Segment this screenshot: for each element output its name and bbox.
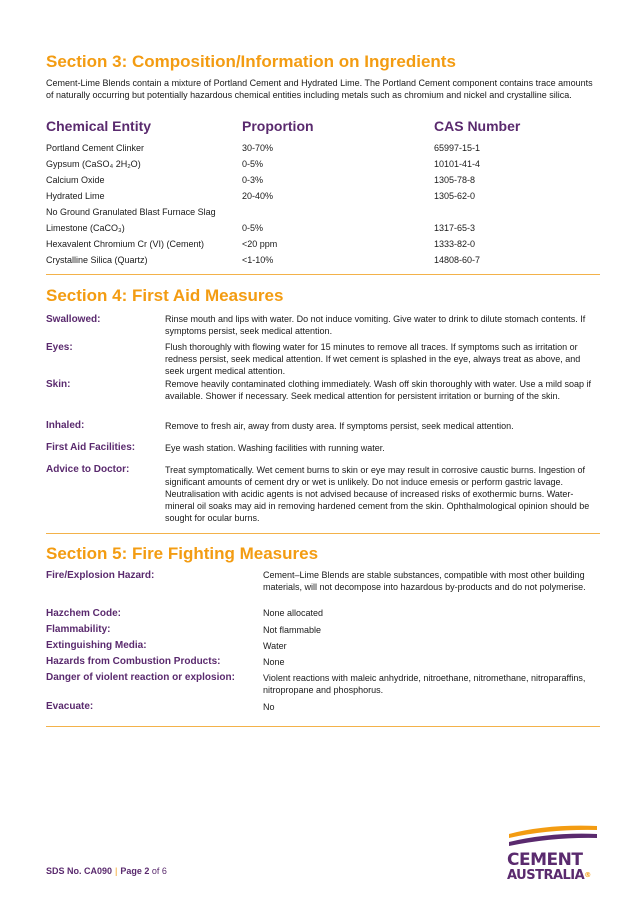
text-flammability: Not flammable (263, 625, 322, 635)
page-total: of 6 (151, 866, 167, 876)
label-extinguishing-media: Extinguishing Media: (46, 640, 147, 651)
cell-entity: Crystalline Silica (Quartz) (46, 255, 148, 265)
cell-cas: 14808-60-7 (434, 255, 481, 265)
text-eyes: Flush thoroughly with flowing water for 15 minutes to remove all traces. If symptoms such as irritation or redness persist, seek medical attention. If wet cement is splashed in the eye, always treat as above, and seek urgent medical attention. (165, 342, 581, 376)
footer-separator: | (115, 866, 118, 876)
label-hazards-combustion: Hazards from Combustion Products: (46, 656, 221, 667)
section-3-intro: Cement-Lime Blends contain a mixture of Portland Cement and Hydrated Lime. The Portland Cement component contains trace amounts of naturally occurring but potentially hazardous chemical entities including metals such as chromium and nickel and crystalline silica. (46, 78, 593, 100)
cell-entity: Hydrated Lime (46, 191, 105, 201)
cell-proportion: 20-40% (242, 191, 274, 201)
page-number: Page 2 (120, 866, 150, 876)
cell-entity: Limestone (CaCO₃) (46, 223, 125, 233)
label-flammability: Flammability: (46, 624, 111, 635)
cell-cas: 65997-15-1 (434, 143, 481, 153)
label-first-aid-facilities: First Aid Facilities: (46, 442, 136, 453)
cell-entity: Portland Cement Clinker (46, 143, 145, 153)
cell-proportion: <20 ppm (242, 239, 278, 249)
cell-cas: 1305-62-0 (434, 191, 476, 201)
cell-entity: Gypsum (CaSO₄ 2H₂O) (46, 159, 141, 169)
section-5-title: Section 5: Fire Fighting Measures (46, 544, 319, 563)
section-3-title: Section 3: Composition/Information on Ingredients (46, 52, 456, 71)
section-divider (46, 274, 600, 275)
text-skin: Remove heavily contaminated clothing immediately. Wash off skin thoroughly with water. Use a mild soap if available. Shower if necessary. Seek medical attention for persistent irritation or burning of the skin. (165, 379, 592, 401)
label-advice-to-doctor: Advice to Doctor: (46, 464, 130, 475)
text-first-aid-facilities: Eye wash station. Washing facilities with running water. (165, 443, 385, 453)
logo-word-australia (507, 868, 607, 883)
cell-cas: 1305-78-8 (434, 175, 476, 185)
cell-proportion: 0-5% (242, 223, 264, 233)
section-divider (46, 726, 600, 727)
text-advice-to-doctor: Treat symptomatically. Wet cement burns to skin or eye may result in corrosive caustic burns. Ingestion of significant amounts of cement dry or wet is unlikely. Do not induce emesis or perform gastric lavage. Neutralisation with acidic agents is not advised because of increased risks of exothermic burns. Water-mineral oil soaks may aid in removing hardened cement from the skin. Ophthalmological opinion should be sought for ocular burns. (165, 465, 590, 523)
sds-number: SDS No. CA090 (46, 866, 113, 876)
text-inhaled: Remove to fresh air, away from dusty area. If symptoms persist, seek medical attention. (165, 421, 514, 431)
cell-cas: 1317-65-3 (434, 223, 476, 233)
label-fire-explosion-hazard: Fire/Explosion Hazard: (46, 570, 155, 581)
registered-mark: ® (584, 871, 591, 879)
text-extinguishing-media: Water (263, 641, 287, 651)
cell-cas: 1333-82-0 (434, 239, 476, 249)
text-fire-explosion-hazard: Cement–Lime Blends are stable substances, compatible with most other building materials, will not decompose into hazardous by-products and do not polymerise. (263, 570, 586, 592)
cell-proportion: 30-70% (242, 143, 274, 153)
logo-word-australia-text: AUSTRALIA (507, 868, 585, 883)
label-inhaled: Inhaled: (46, 420, 85, 431)
cell-proportion: <1-10% (242, 255, 274, 265)
logo-swoosh-icon (507, 822, 599, 848)
header-proportion: Proportion (242, 118, 314, 134)
header-cas-number: CAS Number (434, 118, 521, 134)
label-skin: Skin: (46, 379, 71, 390)
cell-entity: Calcium Oxide (46, 175, 105, 185)
cement-australia-logo (507, 822, 607, 883)
label-swallowed: Swallowed: (46, 314, 101, 325)
header-chemical-entity: Chemical Entity (46, 118, 152, 134)
label-hazchem-code: Hazchem Code: (46, 608, 122, 619)
text-evacuate: No (263, 702, 275, 712)
section-divider (46, 533, 600, 534)
cell-entity: Hexavalent Chromium Cr (VI) (Cement) (46, 239, 205, 249)
logo-word-cement: CEMENT (507, 850, 583, 870)
label-evacuate: Evacuate: (46, 701, 94, 712)
cell-cas: 10101-41-4 (434, 159, 481, 169)
cell-proportion: 0-5% (242, 159, 264, 169)
page-footer (46, 866, 167, 876)
text-swallowed: Rinse mouth and lips with water. Do not induce vomiting. Give water to drink to dilute stomach contents. If symptoms persist, seek medical attention. (165, 314, 586, 336)
text-danger-violent-reaction: Violent reactions with maleic anhydride, nitroethane, nitromethane, nitroparaffins, nitropropane and phosphorus. (263, 673, 586, 695)
cell-entity: No Ground Granulated Blast Furnace Slag (46, 207, 216, 217)
label-danger-violent-reaction: Danger of violent reaction or explosion: (46, 672, 235, 683)
cell-proportion: 0-3% (242, 175, 264, 185)
text-hazards-combustion: None (263, 657, 285, 667)
label-eyes: Eyes: (46, 342, 73, 353)
section-4-title: Section 4: First Aid Measures (46, 286, 284, 305)
text-hazchem-code: None allocated (263, 608, 324, 618)
